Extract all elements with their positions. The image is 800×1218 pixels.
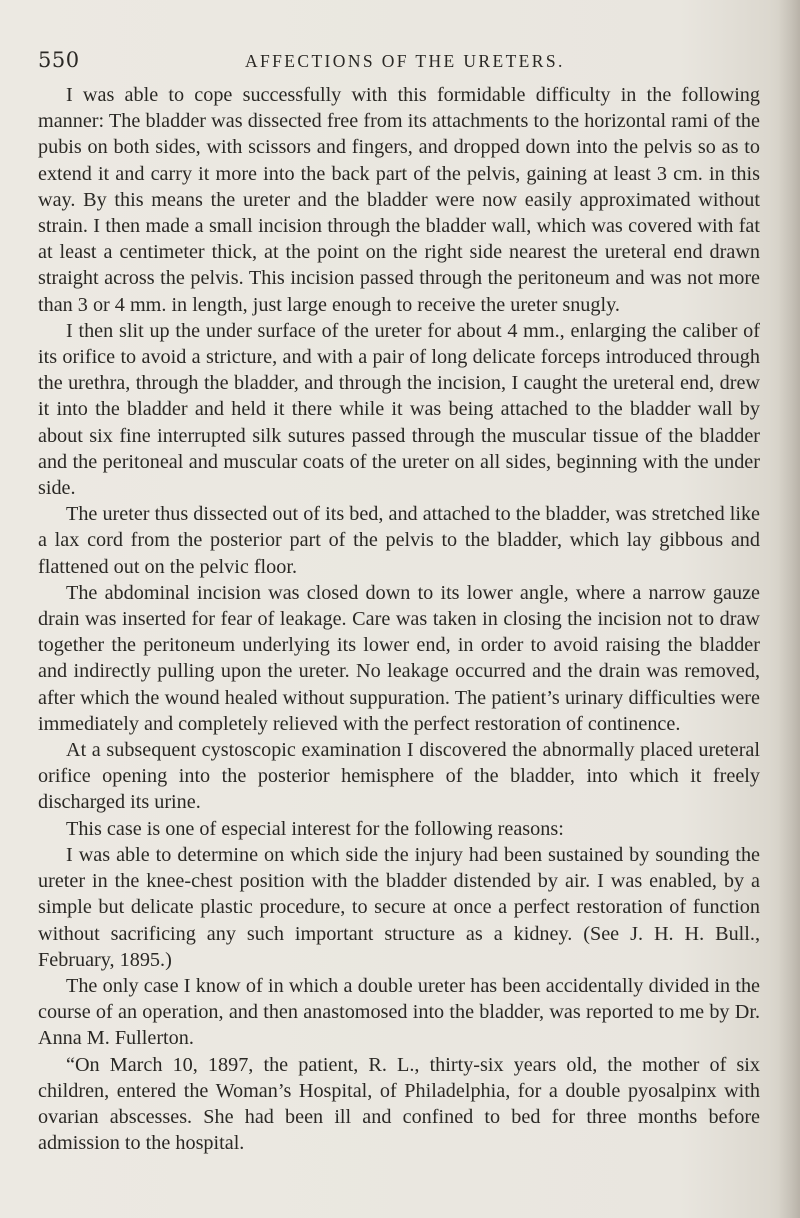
running-head: AFFECTIONS OF THE URETERS. [245,51,565,71]
paragraph-1: I was able to cope successfully with this formidable difficulty in the following manner: The bladder was dissected free from its attachments to the horizontal rami of the pubis on both sides, with scissors and fingers, and dropped down into the pelvis so as to extend it and carry it more into the back part of the pelvis, gaining at least 3 cm. in this way. By this means the ureter and the bladder were now easily approximated without strain. I then made a small incision through the bladder wall, which was covered with fat at least a centimeter thick, at the point on the right side nearest the ureteral end drawn straight across the pelvis. This incision passed through the peritoneum and was not more than 3 or 4 mm. in length, just large enough to receive the ureter snugly. [38,84,760,316]
paragraph-2: I then slit up the under surface of the ureter for about 4 mm., enlarging the caliber of its orifice to avoid a stricture, and with a pair of long delicate forceps introduced through the urethra, through the bladder, and through the incision, I caught the ureteral end, drew it into the bladder and held it there while it was being attached to the bladder wall by about six fine interrupted silk sutures passed through the muscular tissue of the bladder and the peritoneal and muscular coats of the ureter on all sides, beginning with the under side. [38,319,760,500]
paragraph-3: The ureter thus dissected out of its bed, and attached to the bladder, was stretched like a lax cord from the posterior part of the pelvis to the bladder, which lay gibbous and flattened out on the pelvic floor. [38,503,760,578]
paragraph-6: This case is one of especial interest for the following reasons: [66,817,564,840]
paragraph-8: The only case I know of in which a double ureter has been accidentally divided in the course of an operation, and then anastomosed into the bladder, was reported to me by Dr. Anna M. Fullerton. [38,974,760,1050]
paragraph-4: The abdominal incision was closed down to its lower angle, where a narrow gauze drain was inserted for fear of leakage. Care was taken in closing the incision not to draw together the peritoneum underlying its lower end, in order to avoid raising the bladder and indirectly pulling upon the ureter. No leakage occurred and the drain was removed, after which the wound healed without suppuration. The patient’s urinary difficulties were immediately and completely relieved with the perfect restoration of continence. [38,581,760,735]
body-text [38,82,760,1156]
paragraph-7: I was able to determine on which side the injury had been sustained by sounding the ureter in the knee-chest position with the bladder distended by air. I was enabled, by a simple but delicate plastic procedure, to secure at once a perfect restoration of function without sacrificing any such important structure as a kidney. (See J. H. H. Bull., February, 1895.) [38,843,760,971]
paragraph-5: At a subsequent cystoscopic examination I discovered the abnormally placed ureteral orifice opening into the posterior hemisphere of the bladder, into which it freely discharged its urine. [38,739,760,814]
paragraph-9: “On March 10, 1897, the patient, R. L., thirty-six years old, the mother of six children, entered the Woman’s Hospital, of Philadelphia, for a double pyosalpinx with ovarian abscesses. She had been ill and confined to bed for three months before admission to the hospital. [38,1053,760,1155]
page-number: 550 [38,48,80,72]
page-edge-shadow [778,0,800,1218]
page-header [38,48,758,74]
